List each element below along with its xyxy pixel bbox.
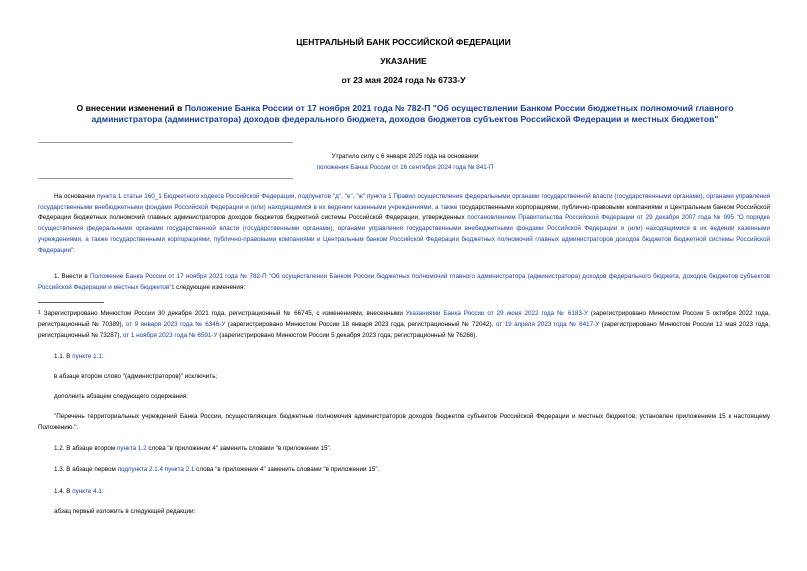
footnote — [38, 308, 770, 341]
item-1-4 — [38, 487, 770, 498]
title-regulation-link[interactable]: Положение Банка России от 17 ноября 2021 года № 782-П "Об осуществлении Банком России бюджетных полномочий главного администратора (администратора) доходов федерального бюджета, доходов бюджетов субъектов Российской Федерации и местных бюджетов" — [91, 103, 734, 124]
preamble-text-2: государственными корпорациями, публично-правовыми компаниями и Центральным банком Российской Федерации бюджетных полномочий главных администраторов доходов бюджетов бюджетной системы Российской Федерации, утвержденных — [38, 203, 770, 222]
item-1-2-link[interactable]: пункта 1.2 — [116, 445, 147, 452]
government-decree-link[interactable]: постановлением Правительства Российской Федерации от 29 декабря 2007 года № 995 "О порядке осуществления федеральными органами государственной власти (государственными органами), органами управления государственными внебюджетными фондами Российской Федерации и (или) находящимися в их ведении казенными учреждениями, а также государственными корпорациями, публично-правовыми компаниями и Центральным банком Российской Федерации бюджетных полномочий главных администраторов доходов бюджетов бюджетной системы Российской Федерации" — [38, 214, 770, 254]
footnote-marker: 1 — [171, 284, 175, 291]
item-1-1-text-1: 1.1. В — [54, 353, 73, 360]
title-prefix: О внесении изменений в — [76, 103, 185, 113]
lost-force-text: Утратило силу с 6 января 2025 года на основании — [331, 153, 479, 160]
item-1-2 — [38, 444, 770, 455]
item-1-3-text-1: 1.3. В абзаце первом — [54, 466, 118, 473]
footnote-link-6591[interactable]: от 1 ноября 2023 года № 6591-У — [122, 332, 218, 339]
item-1-3-link[interactable]: подпункта 2.1.4 пункта 2.1 — [117, 466, 195, 473]
footnote-separator — [38, 302, 104, 303]
footnote-link-6417[interactable]: от 19 апреля 2023 года № 6417-У — [495, 321, 600, 328]
paragraph-add: дополнить абзацем следующего содержания: — [54, 393, 188, 400]
preamble-text-1: На основании — [54, 193, 97, 200]
lost-force-note — [260, 151, 550, 173]
item-1-regulation-link[interactable]: Положение Банка России от 17 ноября 2021 года № 782-П "Об осуществлении Банком России бюджетных полномочий главного администратора (администратора) доходов федерального бюджета, доходов бюджетов субъектов Российской Федерации и местных бюджетов" — [38, 273, 770, 291]
paragraph-quote: "Перечень территориальных учреждений Банка России, осуществляющих бюджетные полномочия администраторов доходов бюджетов субъектов Российской Федерации и местных бюджетов, установлен приложением 15 к настоящему Положению.". — [38, 413, 770, 431]
item-1-1-text-2: : — [101, 353, 104, 360]
budget-code-link[interactable]: пункта 1 статьи 160_1 Бюджетного кодекса Российской Федерации, подпунктов "д", "е", "ж" пункта 1 Правил осуществления федеральными органами государственной власти (государственными органами), органами управления государственными внебюджетными фондами Российской Федерации и (или) находящимися в их ведении казенными учреждениями, а также — [38, 193, 771, 211]
footnote-text-1: Зарегистрировано Минюстом России 30 декабря 2021 года, регистрационный № 66745, с изменениями, внесенными — [40, 310, 406, 317]
item-1-3-text-2: слова "в приложении 4" заменить словами "в приложении 15". — [194, 466, 380, 473]
document-title — [50, 103, 760, 125]
item-1-2-text-1: 1.2. В абзаце втором — [54, 445, 117, 452]
item-1-1-link[interactable]: пункте 1.1 — [72, 353, 102, 360]
footnote-text-3: (зарегистрировано Минюстом России 18 января 2023 года, регистрационный № 72042), — [225, 321, 496, 328]
item-1-paragraph — [38, 272, 770, 293]
item-1-1 — [38, 352, 770, 363]
divider-top — [38, 142, 293, 143]
item-1-3 — [38, 465, 770, 476]
footnote-text-2: (зарегистрировано Минюстом России 5 октября 2022 года, регистрационный № 70389), — [38, 310, 770, 328]
paragraph-delete-word: в абзаце втором слово "(администраторов)" исключить; — [54, 373, 218, 380]
footnote-link-6346[interactable]: от 9 января 2023 года № 6346-У — [125, 321, 226, 328]
document-date-number: от 23 мая 2024 года № 6733-У — [341, 75, 466, 85]
item-1-4-link[interactable]: пункте 4.1 — [72, 488, 102, 495]
item-1-text-2: следующие изменения: — [174, 283, 246, 291]
item-1-4-text-1: 1.4. В — [54, 488, 73, 495]
issuer-heading: ЦЕНТРАЛЬНЫЙ БАНК РОССИЙСКОЙ ФЕДЕРАЦИИ — [296, 37, 511, 47]
paragraph-first-revision: абзац первый изложить в следующей редакции: — [54, 508, 196, 515]
footnote-number: 1 — [38, 310, 41, 316]
item-1-text-1: 1. Внести в — [54, 273, 90, 280]
item-1-4-text-2: : — [101, 488, 104, 495]
footnote-link-6183[interactable]: Указаниями Банка России от 29 июня 2022 года № 6183-У — [405, 310, 588, 317]
item-1-2-text-2: слова "в приложении 4" заменить словами "в приложении 15". — [146, 445, 332, 452]
footnote-text-5: (зарегистрировано Минюстом России 5 декабря 2023 года, регистрационный № 76266). — [217, 332, 478, 339]
document-type: УКАЗАНИЕ — [380, 56, 427, 66]
lost-force-link[interactable]: положения Банка России от 16 сентября 2024 года № 841-П — [316, 164, 494, 171]
divider-bottom — [38, 178, 293, 179]
preamble-paragraph — [38, 192, 770, 256]
footnote-text-4: (зарегистрировано Минюстом России 12 мая 2023 года, регистрационный № 73287), — [38, 321, 771, 339]
preamble-text-3: : — [73, 246, 75, 254]
